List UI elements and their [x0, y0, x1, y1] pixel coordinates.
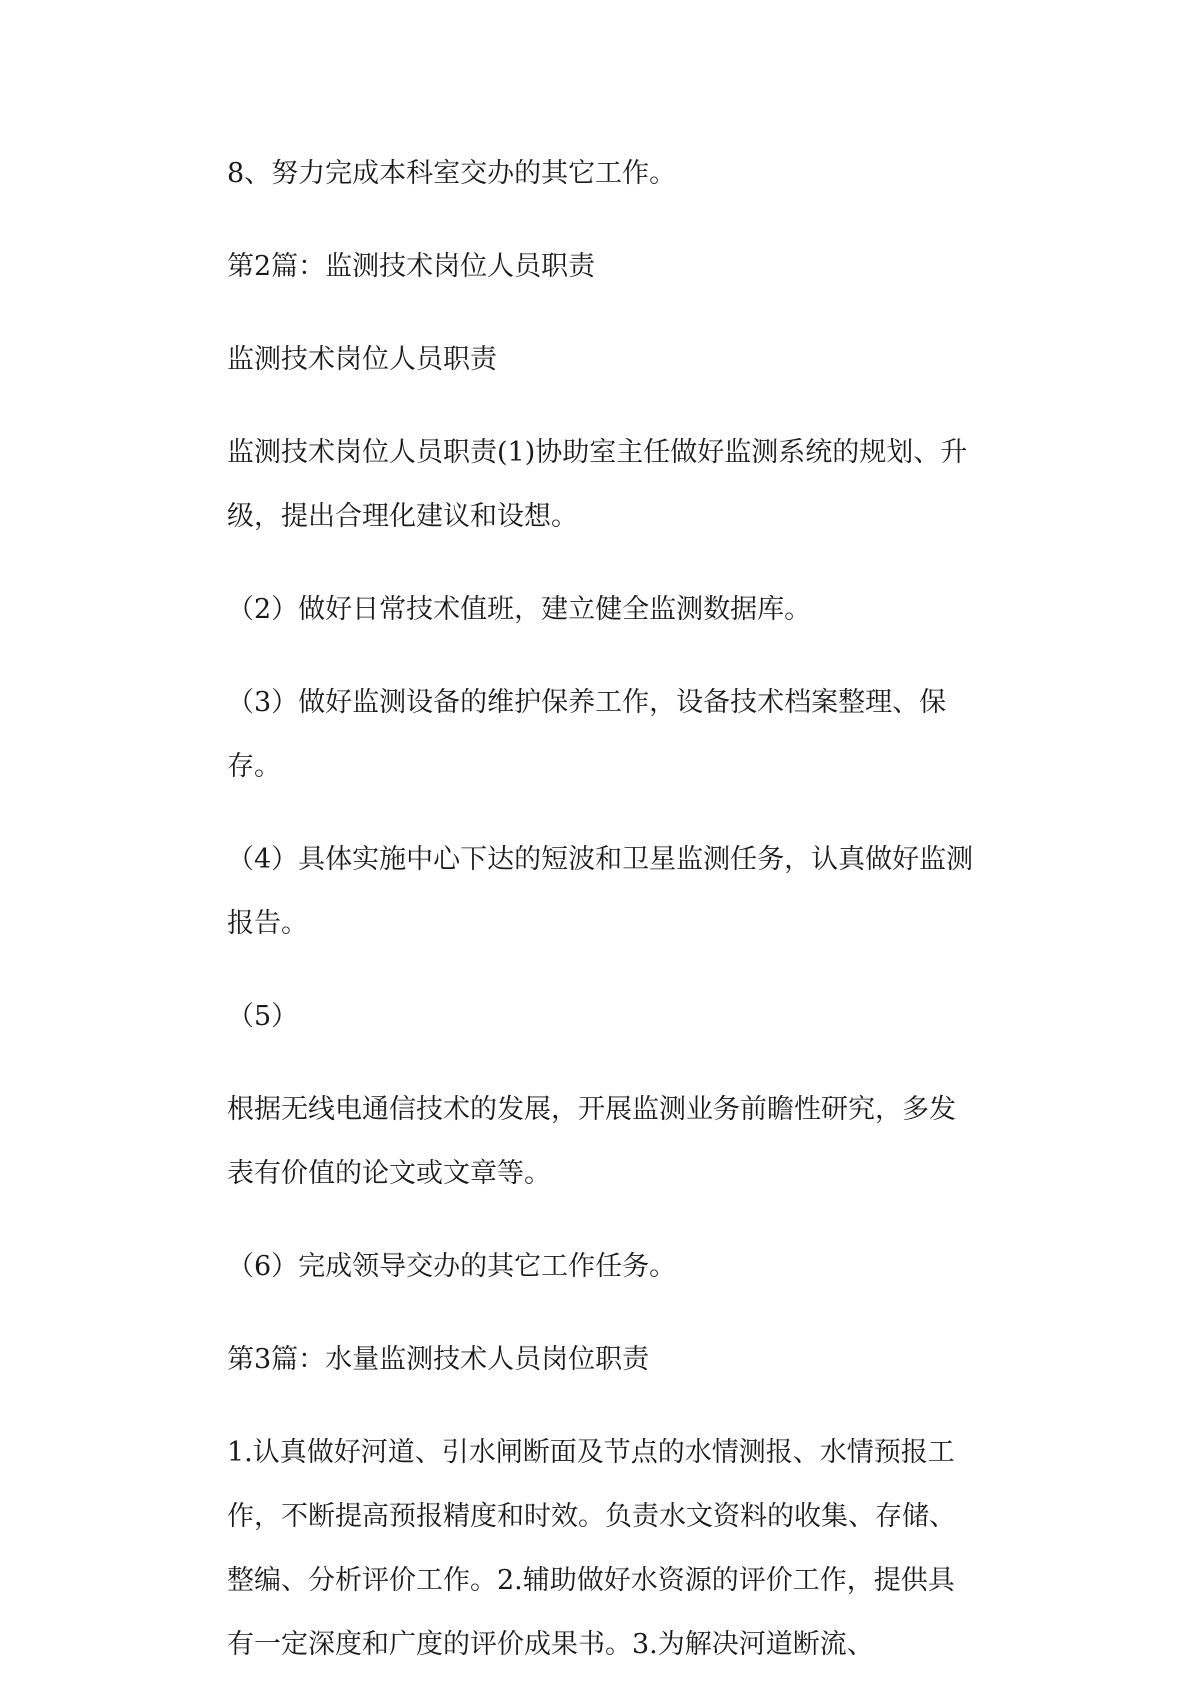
paragraph-duty-3: （3）做好监测设备的维护保养工作，设备技术档案整理、保存。	[227, 687, 947, 782]
article-3-heading: 第3篇：水量监测技术人员岗位职责	[227, 1344, 650, 1375]
paragraph-duty-4: （4）具体实施中心下达的短波和卫星监测任务，认真做好监测报告。	[227, 844, 974, 939]
paragraph-duty-2: （2）做好日常技术值班，建立健全监测数据库。	[227, 594, 812, 625]
paragraph-duty-1: 监测技术岗位人员职责(1)协助室主任做好监测系统的规划、升级，提出合理化建议和设想。	[227, 437, 968, 532]
article-2-heading: 第2篇：监测技术岗位人员职责	[227, 251, 596, 282]
paragraph-item-8: 8、努力完成本科室交办的其它工作。	[227, 158, 677, 189]
paragraph-duty-5-text: 根据无线电通信技术的发展，开展监测业务前瞻性研究，多发表有价值的论文或文章等。	[227, 1094, 956, 1189]
paragraph-duty-5-number: （5）	[227, 1001, 299, 1032]
article-2-title: 监测技术岗位人员职责	[227, 344, 497, 375]
paragraph-duty-6: （6）完成领导交办的其它工作任务。	[227, 1251, 677, 1282]
document-body	[227, 142, 977, 1706]
paragraph-water-duties: 1.认真做好河道、引水闸断面及节点的水情测报、水情预报工作，不断提高预报精度和时效。负责水文资料的收集、存储、整编、分析评价工作。2.辅助做好水资源的评价工作，提供具有一定深度和广度的评价成果书。3.为解决河道断流、	[227, 1437, 956, 1660]
